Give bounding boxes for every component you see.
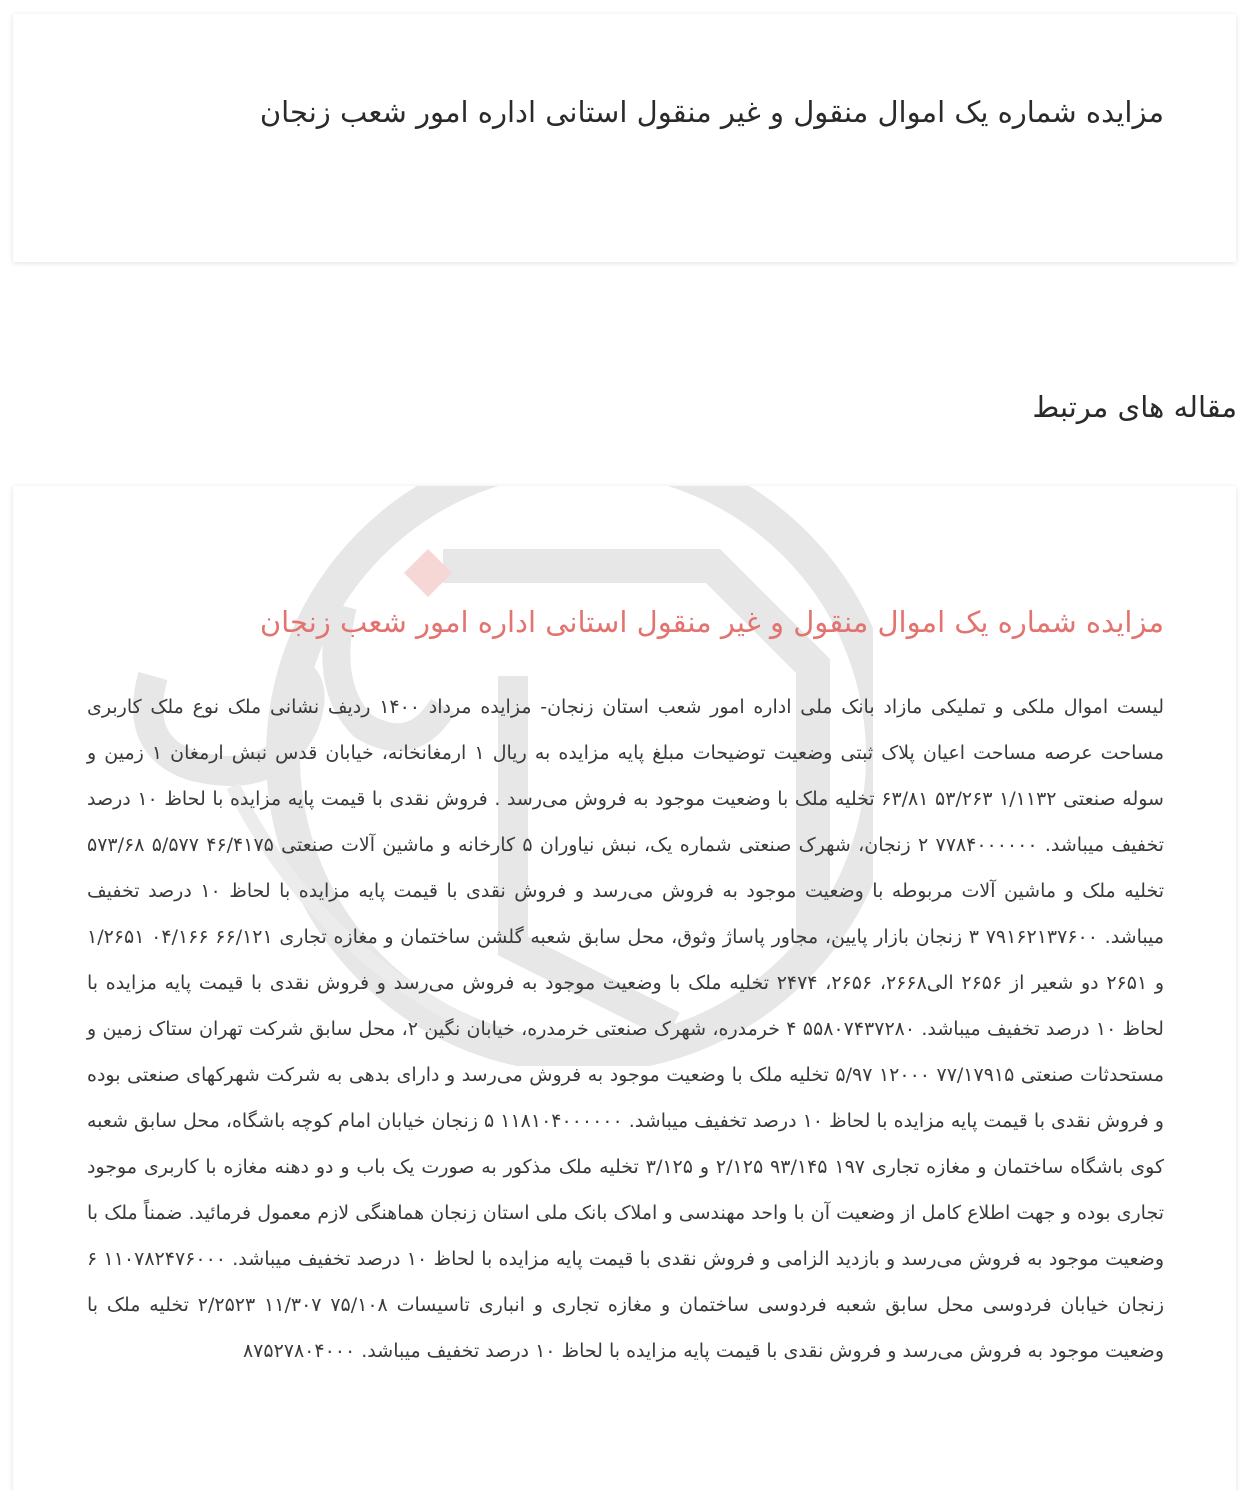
related-article-title[interactable]: مزایده شماره یک اموال منقول و غیر منقول استانی اداره امور شعب زنجان [259, 605, 1164, 639]
related-articles-heading: مقاله های مرتبط [1032, 390, 1237, 424]
page-title: مزایده شماره یک اموال منقول و غیر منقول استانی اداره امور شعب زنجان [259, 95, 1164, 129]
related-article-excerpt: لیست اموال ملکی و تملیکی مازاد بانک ملی اداره امور شعب استان زنجان- مزایده مرداد ۱۴۰۰ ردیف نشانی ملک نوع ملک کاربری مساحت عرصه مساحت اعیان پلاک ثبتی وضعیت توضیحات مبلغ پایه مزایده به ریال ۱ ارمغانخانه، خیابان قدس نبش ارمغان ۱ زمین و سوله صنعتی ۱/۱۱۳۲ ۵۳/۲۶۳ ۶۳/۸۱ تخلیه ملک با وضعیت موجود به فروش می‌رسد . فروش نقدی با قیمت پایه مزایده با لحاظ ۱۰ درصد تخفیف میباشد. ۷۷۸۴۰۰۰۰۰۰ ۲ زنجان، شهرک صنعتی شماره یک، نبش نیاوران ۵ کارخانه و ماشین آلات صنعتی ۴۶/۴۱۷۵ ۵/۵۷۷ ۵۷۳/۶۸ تخلیه ملک و ماشین آلات مربوطه با وضعیت موجود به فروش می‌رسد و فروش نقدی با قیمت پایه مزایده با لحاظ ۱۰ درصد تخفیف میباشد. ۷۹۱۶۲۱۳۷۶۰۰ ۳ زنجان بازار پایین، مجاور پاساژ وثوق، محل سابق شعبه گلشن ساختمان و مغازه تجاری ۶۶/۱۲۱ ۰۴/۱۶۶ ۱/۲۶۵۱ و ۲۶۵۱ دو شعیر از ۲۶۵۶ الی۲۶۶۸، ۲۶۵۶، ۲۴۷۴ تخلیه ملک با وضعیت موجود به فروش می‌رسد و فروش نقدی با قیمت پایه مزایده با لحاظ ۱۰ درصد تخفیف میباشد. ۵۵۸۰۷۴۳۷۲۸۰ ۴ خرمدره، شهرک صنعتی خرمدره، خیابان نگین ۲، محل سابق شرکت تهران ستاک زمین و مستحدثات صنعتی ۷۷/۱۷۹۱۵ ۱۲۰۰۰ ۵/۹۷ تخلیه ملک با وضعیت موجود به فروش می‌رسد و دارای بدهی به شرکت شهرکهای صنعتی بوده و فروش نقدی با قیمت پایه مزایده با لحاظ ۱۰ درصد تخفیف میباشد. ۱۱۸۱۰۴۰۰۰۰۰۰ ۵ زنجان خیابان امام کوچه باشگاه، محل سابق شعبه کوی باشگاه ساختمان و مغازه تجاری ۱۹۷ ۹۳/۱۴۵ ۲/۱۲۵ و ۳/۱۲۵ تخلیه ملک مذکور به صورت یک باب و دو دهنه مغازه با کاربری موجود تجاری بوده و جهت اطلاع کامل از وضعیت آن با واحد مهندسی و املاک بانک ملی استان زنجان هماهنگی لازم معمول فرمائید. ضمناً ملک با وضعیت موجود به فروش می‌رسد و بازدید الزامی و فروش نقدی با قیمت پایه مزایده با لحاظ ۱۰ درصد تخفیف میباشد. ۱۱۰۷۸۲۴۷۶۰۰۰ ۶ زنجان خیابان فردوسی محل سابق شعبه فردوسی ساختمان و مغازه تجاری و انباری تاسیسات ۷۵/۱۰۸ ۱۱/۳۰۷ ۲/۲۵۲۳ تخلیه ملک با وضعیت موجود به فروش می‌رسد و فروش نقدی با قیمت پایه مزایده با لحاظ ۱۰ درصد تخفیف میباشد. ۸۷۵۲۷۸۰۴۰۰۰ [87, 696, 1165, 1362]
related-article-card[interactable] [13, 486, 1236, 1491]
post-header-card [13, 14, 1236, 262]
